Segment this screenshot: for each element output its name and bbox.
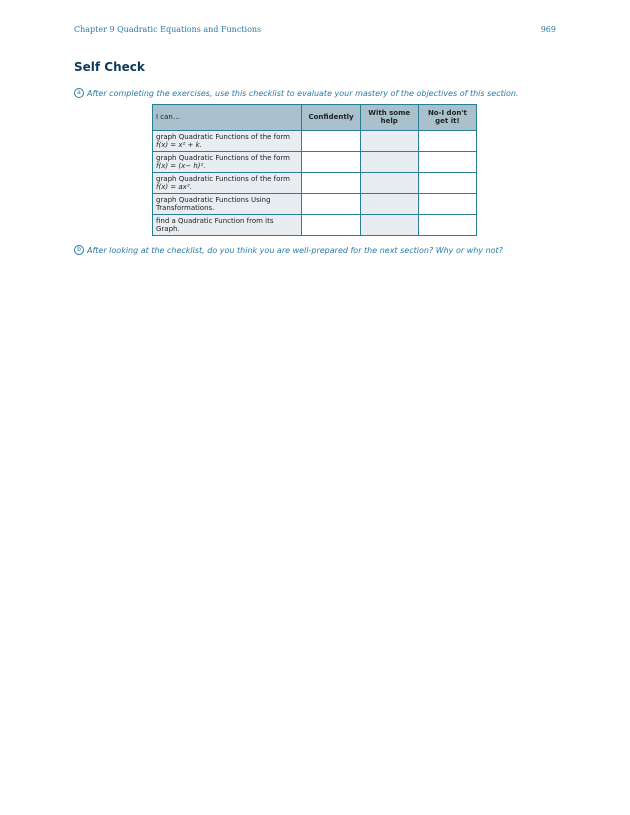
header-confidently: Confidently (302, 105, 360, 131)
row-label-line: graph Quadratic Functions of the form (156, 133, 290, 141)
confidently-cell[interactable] (302, 152, 360, 173)
row-label (153, 215, 302, 236)
confidently-cell[interactable] (302, 194, 360, 215)
table-header-row (153, 105, 477, 131)
section-title: Self Check (74, 60, 145, 74)
row-label-formula: f(x) = (x− h)². (156, 162, 206, 171)
with-some-help-cell[interactable] (360, 131, 418, 152)
with-some-help-cell[interactable] (360, 152, 418, 173)
row-label-line: graph Quadratic Functions of the form (156, 175, 290, 184)
confidently-cell[interactable] (302, 173, 360, 194)
circle-b-marker: b (74, 245, 84, 255)
prompt-b-text: After looking at the checklist, do you think you are well-prepared for the next section? Why or why not? (87, 245, 503, 255)
header-dont-get-it: No-I don't get it! (418, 105, 476, 131)
dont-get-it-cell[interactable] (418, 173, 476, 194)
table-row (153, 131, 477, 152)
page-number: 969 (540, 25, 556, 34)
chapter-title: Chapter 9 Quadratic Equations and Functions (74, 25, 262, 34)
row-label (153, 152, 302, 173)
table-row (153, 194, 477, 215)
confidently-cell[interactable] (302, 215, 360, 236)
table-row (153, 152, 477, 173)
row-label (153, 194, 302, 215)
table-row (153, 215, 477, 236)
dont-get-it-cell[interactable] (418, 215, 476, 236)
table-row (153, 173, 477, 194)
circle-a-marker: a (74, 88, 84, 98)
with-some-help-cell[interactable] (360, 194, 418, 215)
header-with-some-help: With some help (360, 105, 418, 131)
dont-get-it-cell[interactable] (418, 152, 476, 173)
row-label-formula: f(x) = ax². (156, 183, 192, 192)
with-some-help-cell[interactable] (360, 173, 418, 194)
confidently-cell[interactable] (302, 131, 360, 152)
row-label-line: find a Quadratic Function from its Graph. (156, 217, 274, 234)
row-label (153, 131, 302, 152)
prompt-a-text: After completing the exercises, use this checklist to evaluate your mastery of the objectives of this section. (87, 88, 519, 98)
dont-get-it-cell[interactable] (418, 194, 476, 215)
with-some-help-cell[interactable] (360, 215, 418, 236)
prompt-a (74, 88, 518, 98)
dont-get-it-cell[interactable] (418, 131, 476, 152)
self-check-table (152, 104, 477, 236)
row-label-formula: f(x) = x² + k. (156, 141, 202, 150)
header-i-can: I can… (153, 105, 302, 131)
prompt-b (74, 245, 503, 255)
row-label-line: graph Quadratic Functions of the form (156, 154, 290, 163)
running-header (74, 25, 556, 34)
row-label-line-2: Transformations. (156, 204, 215, 213)
row-label (153, 173, 302, 194)
row-label-line: graph Quadratic Functions Using (156, 196, 271, 205)
